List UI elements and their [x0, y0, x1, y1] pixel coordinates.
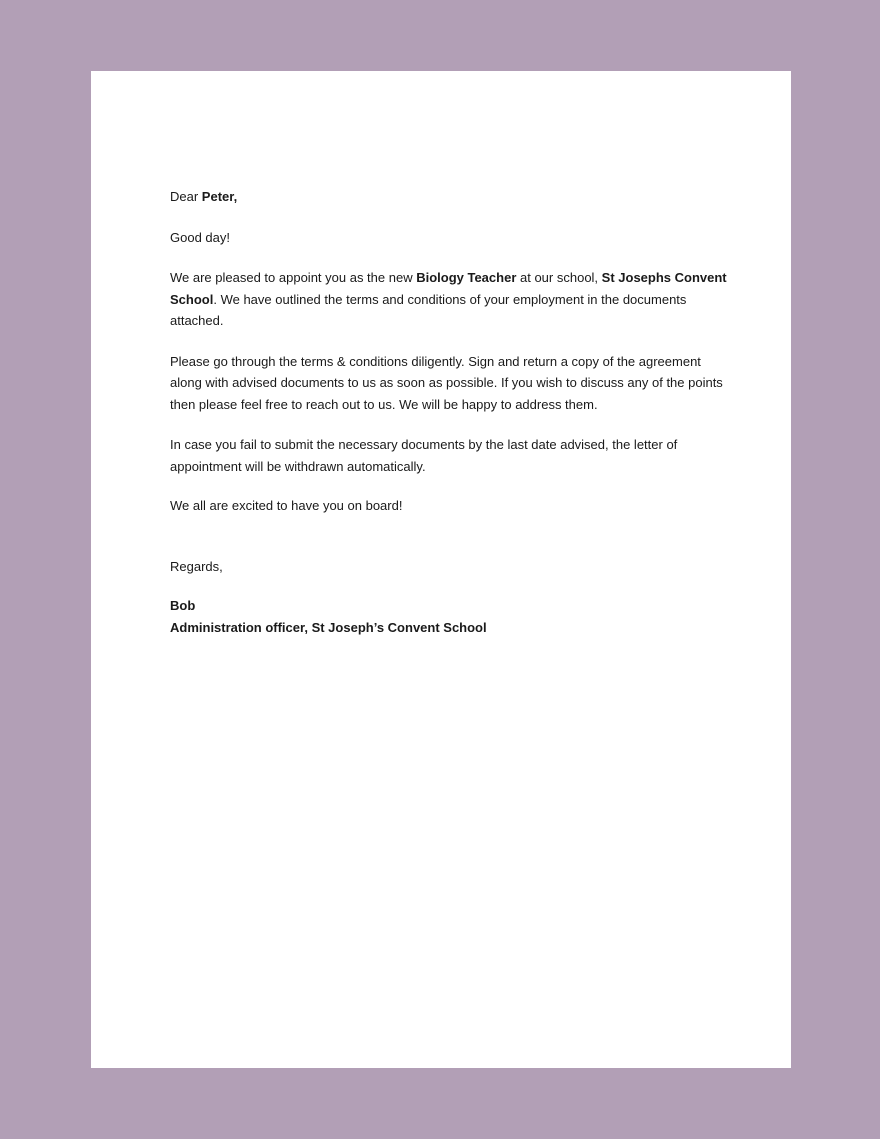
signature-title: [170, 617, 730, 639]
paragraph-appointment-text-3: . We have outlined the terms and conditions of your employment in the documents attached.: [170, 291, 687, 328]
paragraph-terms: Please go through the terms & conditions diligently. Sign and return a copy of the agreement along with advised documents to us as soon as possible. If you wish to discuss any of the points then please feel free to reach out to us. We will be happy to address them.: [170, 353, 723, 412]
letter-body: [170, 186, 730, 638]
signature-title-text: Administration officer, St Joseph’s Convent School: [170, 619, 487, 635]
letter-page: [91, 71, 791, 1068]
closing: Regards,: [170, 558, 223, 574]
signature-name: [170, 595, 730, 617]
salutation-prefix: Dear: [170, 189, 202, 204]
signature-name-text: Bob: [170, 598, 196, 613]
paragraph-welcome: We all are excited to have you on board!: [170, 498, 403, 513]
paragraph-deadline: In case you fail to submit the necessary documents by the last date advised, the letter of appointment will be withdrawn automatically.: [170, 437, 678, 474]
position-title: Biology Teacher: [416, 270, 517, 285]
salutation: [170, 186, 730, 208]
paragraph-appointment: [170, 267, 730, 332]
greeting: Good day!: [170, 229, 230, 245]
paragraph-appointment-text-2: at our school,: [516, 270, 602, 285]
paragraph-appointment-text-1: We are pleased to appoint you as the new: [170, 270, 417, 285]
recipient-name: Peter: [201, 189, 234, 204]
salutation-suffix: ,: [233, 189, 238, 204]
school-name: St Josephs Convent School: [170, 270, 727, 307]
